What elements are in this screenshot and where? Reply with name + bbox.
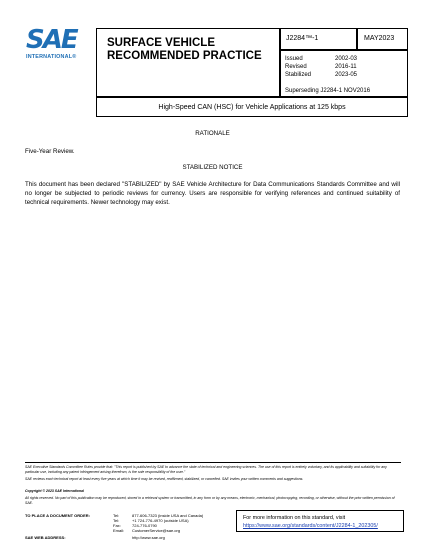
title-box [96,28,280,97]
contact-label: Tel: [113,518,120,523]
issued-value: 2002-03 [335,56,358,62]
footer-rights: All rights reserved. No part of this publication may be reproduced, stored in a retrieval system or transmitted, in any form or by any means, electronic, mechanical, photocopying, recording, or otherwise, without the prior written permission of SAE. [25,496,395,505]
contact-value: +1 724-776-4970 (outside USA) [132,518,189,523]
contact-label: Fax: [113,523,121,528]
revised-value: 2016-11 [335,64,357,70]
order-label: TO PLACE A DOCUMENT ORDER: [25,513,90,518]
stabilized-text: This document has been declared "STABILIZED" by SAE Vehicle Architecture for Data Communications Standards Committee and will no longer be subjected to periodic reviews for currency. Users are responsible for verifying references and continued suitability of technical requirements. Newer technology may exist. [25,181,400,206]
subtitle-box [96,97,408,117]
rationale-heading: RATIONALE [195,130,230,137]
issued-label: Issued [285,56,303,62]
document-date: MAY2023 [364,35,395,42]
document-date-box [357,28,408,50]
superseding-note: Superseding J2284-1 NOV2016 [285,88,371,94]
sae-logo-subtitle: INTERNATIONAL® [26,54,77,60]
footer-copyright: Copyright © 2023 SAE International [25,489,84,493]
footer-notice-2: SAE reviews each technical report at least every five years at which time it may be revised, reaffirmed, stabilized, or cancelled. SAE invites your written comments and suggestions. [25,477,304,481]
footer-notice-1: SAE Executive Standards Committee Rules provide that: "This report is published by SAE to advance the state of technical and engineering sciences. The use of this report is entirely voluntary, and its applicability and suitability for any particular use, including any patent infringement arising therefrom, is the sole responsibility of the user." [25,465,387,474]
sae-logo [26,27,88,63]
contact-value: 877-606-7323 (inside USA and Canada) [132,513,204,518]
history-box [280,50,408,97]
contact-value: 724-776-0790 [132,523,157,528]
stabilized-value: 2023-05 [335,72,358,78]
contact-label: Tel: [113,513,120,518]
web-address-link[interactable]: http://www.sae.org [132,535,165,540]
contact-label: Email: [113,528,125,533]
more-info-link[interactable]: https://www.sae.org/standards/content/J2284-1_202305/ [243,523,378,529]
footer-divider [25,462,401,463]
contact-email[interactable]: CustomerService@sae.org [132,528,181,533]
rationale-text: Five-Year Review. [25,148,75,155]
title-line-2: RECOMMENDED PRACTICE [107,50,262,62]
document-id: J2284™-1 [286,35,319,42]
web-address-label: SAE WEB ADDRESS: [25,535,66,540]
document-subtitle: High-Speed CAN (HSC) for Vehicle Applications at 125 kbps [158,104,346,111]
sae-logo-mark: SAE [26,25,77,55]
stabilized-heading: STABILIZED NOTICE [182,164,243,171]
more-info-box [236,510,404,532]
document-id-box [280,28,357,50]
title-line-1: SURFACE VEHICLE [107,37,215,49]
more-info-text: For more information on this standard, visit [243,515,346,521]
document-title [107,37,262,63]
stabilized-label: Stabilized [285,72,312,78]
revised-label: Revised [285,64,307,70]
